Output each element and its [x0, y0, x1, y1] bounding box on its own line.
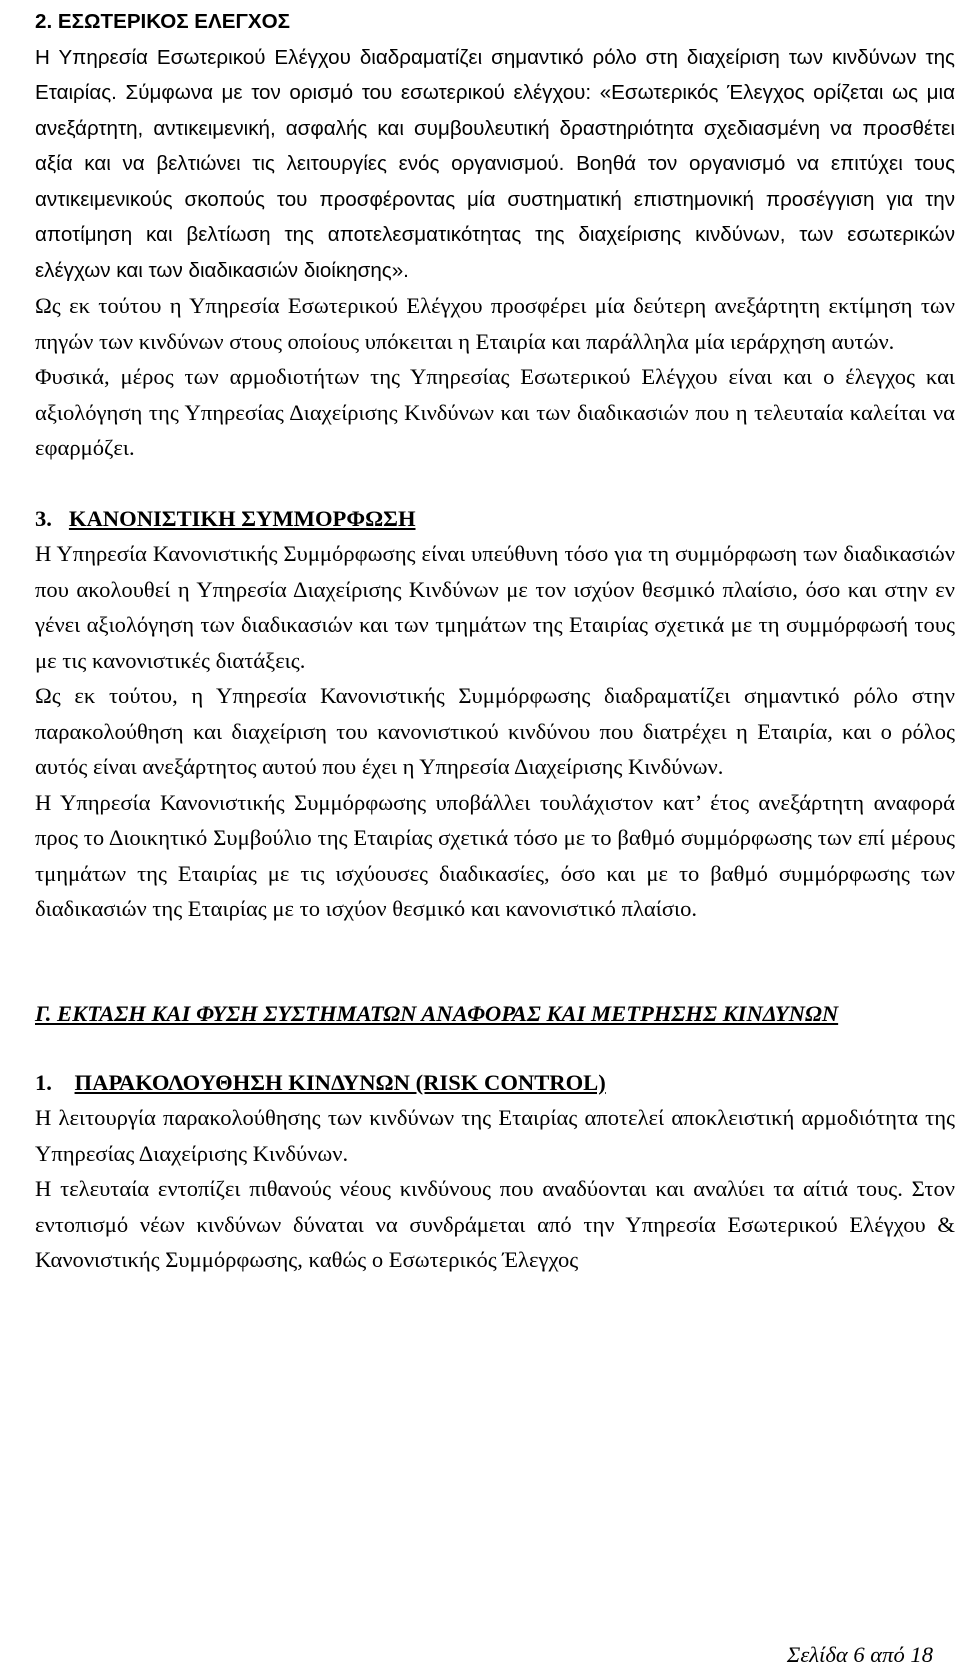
section-number: 3.: [35, 505, 52, 531]
paragraph-compliance-role: Ως εκ τούτου, η Υπηρεσία Κανονιστικής Συμμόρφωσης διαδραματίζει σημαντικό ρόλο στην παρακολούθηση και διαχείριση του κανονιστικού κινδύνου που διατρέχει η Εταιρία, και ο ρόλος αυτός είναι ανεξάρτητος αυτού που έχει η Υπηρεσία Διαχείρισης Κινδύνων.: [35, 683, 955, 779]
section-heading-internal-audit: 2. ΕΣΩΤΕΡΙΚΟΣ ΕΛΕΓΧΟΣ: [35, 10, 290, 33]
subsection-number: 1.: [35, 1069, 52, 1095]
subsection-heading-risk-control: [35, 1065, 955, 1101]
paragraph-internal-audit-definition: Η Υπηρεσία Εσωτερικού Ελέγχου διαδραματίζει σημαντικό ρόλο στη διαχείριση των κινδύνων της Εταιρίας. Σύμφωνα με τον ορισμό του εσωτερικού ελέγχου: «Εσωτερικός Έλεγχος ορίζεται ως μια ανεξάρτητη, αντικειμενική, ασφαλής και συμβουλευτική δραστηριότητα σχεδιασμένη να προσθέτει αξία και να βελτιώνει τις λειτουργίες ενός οργανισμού. Βοηθά τον οργανισμό να επιτύχει τους αντικειμενικούς σκοπούς του προσφέροντας μία συστηματική επιστημονική προσέγγιση για την αποτίμηση και βελτίωση της αποτελεσματικότητας της διαχείρισης κινδύνων, των εσωτερικών ελέγχων και των διαδικασιών διοίκησης».: [35, 45, 955, 282]
section-title-text: ΚΑΝΟΝΙΣΤΙΚΗ ΣΥΜΜΟΡΦΩΣΗ: [68, 505, 416, 531]
paragraph-risk-control-identification: Η τελευταία εντοπίζει πιθανούς νέους κινδύνους που αναδύονται και αναλύει τα αίτιά τους. Στον εντοπισμό νέων κινδύνων δύναται να συνδράμεται από την Υπηρεσία Εσωτερικού Ελέγχου & Κανονιστικής Συμμόρφωσης, καθώς ο Εσωτερικός Έλεγχος: [35, 1176, 955, 1272]
spacer: [35, 927, 955, 997]
document-page: [35, 4, 955, 1278]
paragraph-internal-audit-responsibilities: Φυσικά, μέρος των αρμοδιοτήτων της Υπηρεσίας Εσωτερικού Ελέγχου είναι και ο έλεγχος και αξιολόγηση της Υπηρεσίας Διαχείρισης Κινδύνων και των διαδικασιών που η τελευταία καλείται να εφαρμόζει.: [35, 364, 955, 460]
page-number: Σελίδα 6 από 18: [786, 1642, 933, 1667]
paragraph-compliance-reporting: Η Υπηρεσία Κανονιστικής Συμμόρφωσης υποβάλλει τουλάχιστον κατ’ έτος ανεξάρτητη αναφορά προς το Διοικητικό Συμβούλιο της Εταιρίας σχετικά τόσο με το βαθμό συμμόρφωσης των επί μέρους τμημάτων της Εταιρίας με τις ισχύουσες διαδικασίες, όσο και με το βαθμό συμμόρφωσης των διαδικασιών της Εταιρίας με το ισχύον θεσμικό και κανονιστικό πλαίσιο.: [35, 789, 955, 921]
paragraph-internal-audit-assessment: Ως εκ τούτου η Υπηρεσία Εσωτερικού Ελέγχου προσφέρει μία δεύτερη ανεξάρτητη εκτίμηση των πηγών των κινδύνων στους οποίους υπόκειται η Εταιρία και παράλληλα μία ιεράρχηση αυτών.: [35, 293, 955, 354]
paragraph-compliance-scope: Η Υπηρεσία Κανονιστικής Συμμόρφωσης είναι υπεύθυνη τόσο για τη συμμόρφωση των διαδικασιών που ακολουθεί η Υπηρεσία Διαχείρισης Κινδύνων με τον ισχύον θεσμικό πλαίσιο, όσο και στην εν γένει αξιολόγηση των διαδικασιών και των τμημάτων της Εταιρίας σχετικά με τη συμμόρφωσή τους με τις κανονιστικές διατάξεις.: [35, 541, 955, 673]
spacer: [35, 466, 955, 501]
paragraph-risk-control-responsibility: Η λειτουργία παρακολούθησης των κινδύνων της Εταιρίας αποτελεί αποκλειστική αρμοδιότητα της Υπηρεσίας Διαχείρισης Κινδύνων.: [35, 1105, 955, 1166]
section-title-reporting-systems: Γ. ΕΚΤΑΣΗ ΚΑΙ ΦΥΣΗ ΣΥΣΤΗΜΑΤΩΝ ΑΝΑΦΟΡΑΣ ΚΑΙ ΜΕΤΡΗΣΗΣ ΚΙΝΔΥΝΩΝ: [35, 1000, 839, 1026]
spacer: [35, 1031, 955, 1065]
subsection-title-text: ΠΑΡΑΚΟΛΟΥΘΗΣΗ ΚΙΝΔΥΝΩΝ (RISK CONTROL): [74, 1069, 606, 1095]
section-heading-compliance: [35, 501, 955, 537]
